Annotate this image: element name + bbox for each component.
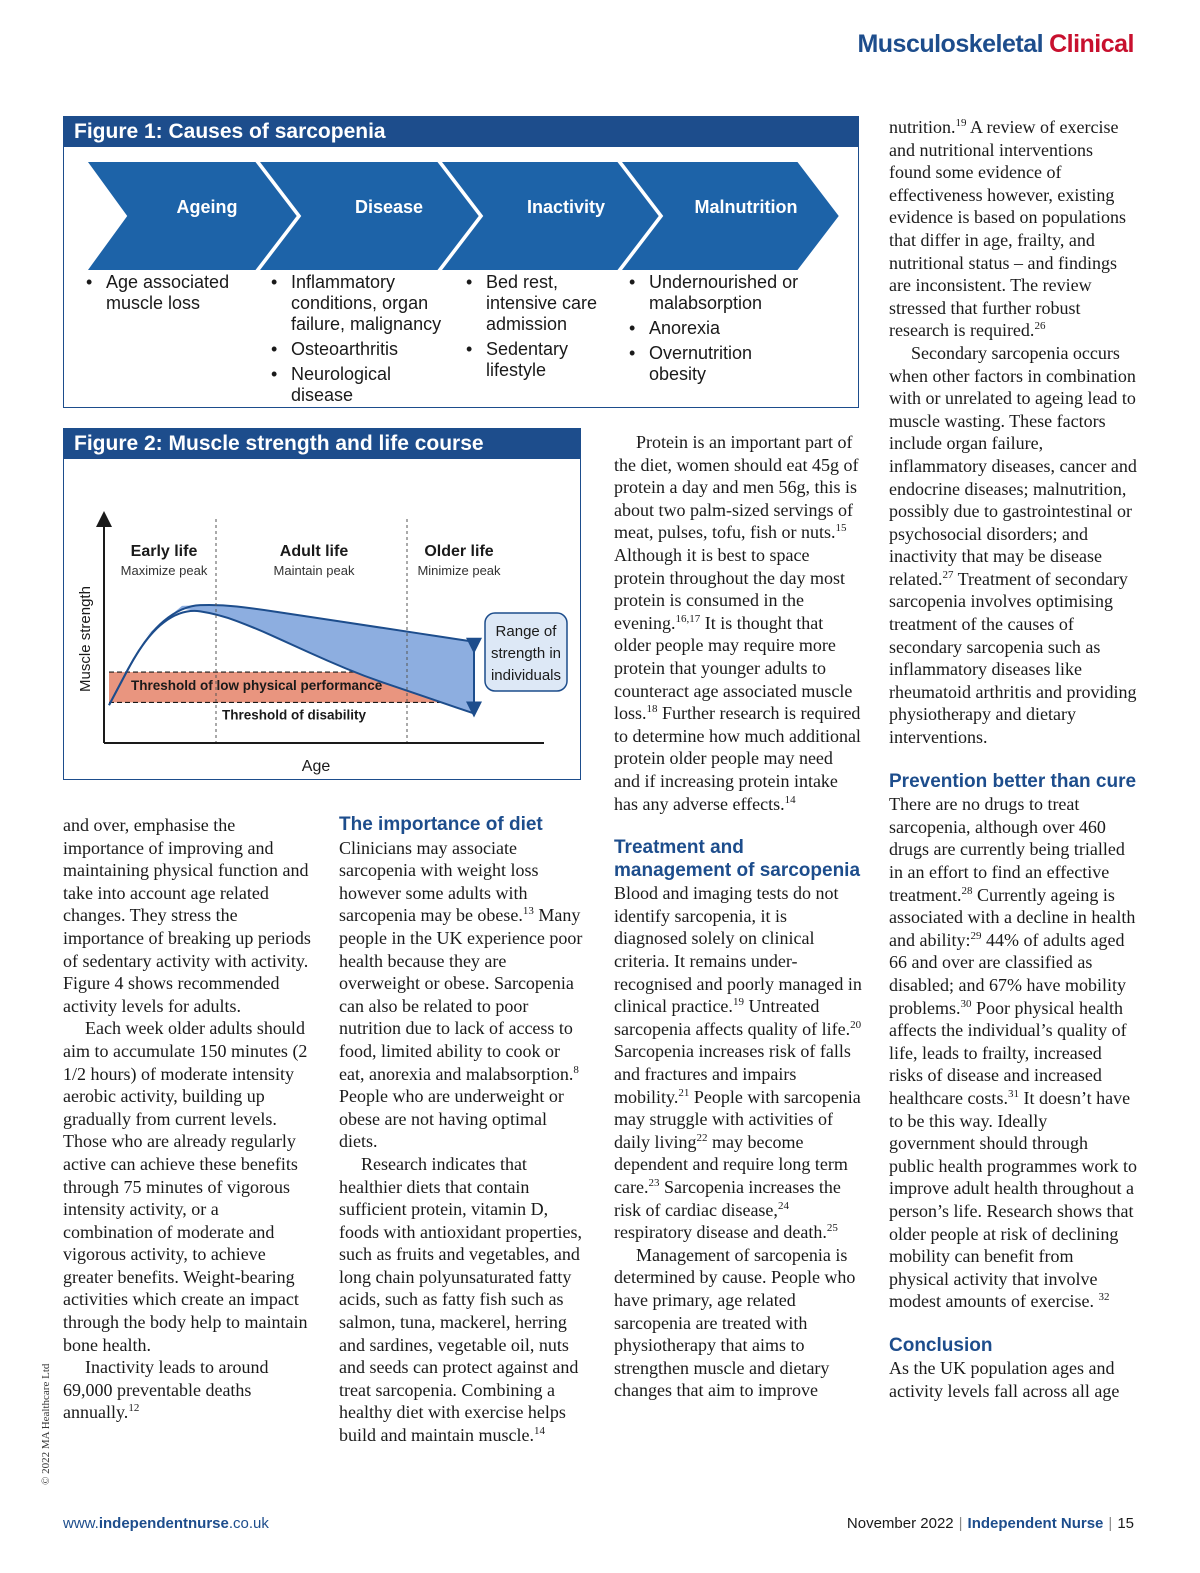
range-annotation-text: Range of strength in individuals: [490, 623, 562, 684]
ageing-list: [84, 272, 254, 318]
inactivity-list: [464, 272, 609, 385]
figure-2: [63, 428, 581, 780]
publication-name: Independent Nurse: [967, 1515, 1104, 1532]
section-header: [857, 30, 1134, 59]
paragraph: Secondary sarcopenia occurs when other factors in combination with or unrelated to ageing lead to muscle wasting. These factors include organ failure, inflammatory diseases, cancer and endocrine diseases; malnutrition, possibly due to gastrointestinal or psychosocial disorders; and inactivity that may be disease related.$^{27}$ Treatment of secondary sarcopenia involves optimising treatment of the causes of secondary sarcopenia such as inflammatory diseases like rheumatoid arthritis and providing physiotherapy and dietary interventions.: [889, 342, 1137, 748]
paragraph: Each week older adults should aim to accumulate 150 minutes (2 1/2 hours) of moderate intensity aerobic activity, building up gradually from current levels. Those who are already regularly active can achieve these benefits through 75 minutes of vigorous intensity activity, or a combination of moderate and vigorous activity, to achieve greater benefits. Weight-bearing activities which create an impact through the body help to maintain bone health.: [63, 1018, 308, 1355]
heading-conclusion: Conclusion: [889, 1334, 993, 1356]
footer-url[interactable]: www.independentnurse.co.uk: [63, 1515, 269, 1532]
footer-publication-info: November 2022 | Independent Nurse | 15: [846, 1515, 1134, 1532]
text-column-4: [889, 116, 1137, 1403]
list-item: • Anorexia: [627, 318, 812, 339]
paragraph: Research indicates that healthier diets that contain sufficient protein, vitamin D, foods with antioxidant properties, such as fruits and vegetables, and long chain polyunsaturated fatty acids, such as fatty fish such as salmon, tuna, mackerel, herring and sardines, vegetable oil, nuts and seeds can protect against and treat sarcopenia. Combining a healthy diet with exercise helps build and maintain muscle.$^{14}$: [339, 1153, 582, 1446]
figure-2-title: Figure 2: Muscle strength and life course: [64, 429, 580, 459]
disease-list: [269, 272, 454, 410]
page-number: 15: [1117, 1515, 1134, 1532]
list-item: • Overnutrition obesity: [627, 343, 812, 385]
list-item: • Osteoarthritis: [269, 339, 454, 360]
list-item: • Bed rest, intensive care admission: [464, 272, 609, 335]
arrow-label-inactivity: Inactivity: [526, 197, 606, 217]
stage-label-early: Early life: [130, 543, 198, 560]
issue-date: November 2022: [846, 1515, 954, 1532]
paragraph: Inactivity leads to around 69,000 preventable deaths annually.$^{12}$: [63, 1357, 269, 1423]
paragraph: There are no drugs to treat sarcopenia, although over 460 drugs are currently being trialled in an effort to find an effective treatment.$^{28}$ Currently ageing is associated with a decline in health and ability:$^{29}$ 44% of adults aged 66 and over are classified as disabled; and 67% have mobility problems.$^{30}$ Poor physical health affects the individual’s quality of life, leads to frailty, increased risks of disease and increased healthcare costs.$^{31}$ It doesn’t have to be this way. Ideally government should through public health programmes work to improve adult health throughout a person’s life. Research shows that older people at risk of declining mobility can benefit from physical activity that involve modest amounts of exercise. $^{32}$: [889, 794, 1137, 1312]
paragraph: nutrition.$^{19}$ A review of exercise and nutritional interventions found some evidence of effectiveness however, existing evidence is based on populations that differ in age, frailty, and nutritional status – and findings are inconsistent. The review stressed that further robust research is required.$^{26}$: [889, 117, 1126, 341]
paragraph: As the UK population ages and activity levels fall across all age: [889, 1358, 1120, 1402]
list-item: • Neurological disease: [269, 364, 454, 406]
heading-diet: The importance of diet: [339, 814, 543, 835]
threshold-performance-label: Threshold of low physical performance: [131, 678, 383, 694]
list-item: • Undernourished or malabsorption: [627, 272, 812, 314]
paragraph: Protein is an important part of the diet, women should eat 45g of protein a day and men 56g, this is about two palm-sized servings of meat, pulses, tofu, fish or nuts.$^{15}$ Although it is best to space protein throughout the day most protein is consumed in the evening.$^{16,17}$ It is thought that older people may require more protein that younger adults to counteract age associated muscle loss.$^{18}$ Further research is required to determine how much additional protein older people may need and if increasing protein intake has any adverse effects.$^{14}$: [614, 432, 861, 814]
arrow-label-ageing: Ageing: [176, 197, 238, 217]
paragraph: Management of sarcopenia is determined by cause. People who have primary, age related sarcopenia are treated with physiotherapy that aims to strengthen muscle and dietary changes that aim to improve: [614, 1244, 856, 1401]
list-item: • Inflammatory conditions, organ failure, malignancy: [269, 272, 454, 335]
heading-prevention: Prevention better than cure: [889, 770, 1137, 792]
arrow-label-malnutrition: Malnutrition: [694, 197, 798, 217]
arrow-label-disease: Disease: [354, 197, 424, 217]
strength-chart: [64, 461, 579, 779]
paragraph: Blood and imaging tests do not identify sarcopenia, it is diagnosed solely on clinical criteria. It remains under-recognised and poorly managed in clinical practice.$^{19}$ Untreated sarcopenia affects quality of life.$^{20}$ Sarcopenia increases risk of falls and fractures and impairs mobility.$^{21}$ People with sarcopenia may struggle with activities of daily living$^{22}$ may become dependent and require long term care.$^{23}$ Sarcopenia increases the risk of cardiac disease,$^{24}$ respiratory disease and death.$^{25}$: [614, 883, 862, 1243]
section-label: Musculoskeletal: [857, 30, 1044, 58]
malnutrition-list: [627, 272, 812, 389]
text-column-3: [614, 431, 862, 1402]
stage-sub-early: Maximize peak: [120, 563, 208, 578]
causes-arrow-flow: [86, 159, 846, 279]
paragraph: and over, emphasise the importance of improving and maintaining physical function and take into account age related changes. They stress the importance of breaking up periods of sedentary activity with activity. Figure 4 shows recommended activity levels for adults.: [63, 815, 311, 1016]
figure-1: [63, 116, 859, 408]
stage-sub-older: Minimize peak: [417, 563, 501, 578]
y-axis-label: Muscle strength: [77, 586, 94, 692]
stage-label-adult: Adult life: [279, 543, 349, 560]
heading-treatment: Treatment and management of sarcopenia: [614, 837, 861, 881]
paragraph: Clinicians may associate sarcopenia with weight loss however some adults with sarcopenia may be obese.$^{13}$ Many people in the UK experience poor health because they are overweight or obese. Sarcopenia can also be related to poor nutrition due to lack of access to food, limited ability to cook or eat, anorexia and malabsorption.$^8$ People who are underweight or obese are not having optimal diets.: [339, 837, 583, 1152]
figure-1-title: Figure 1: Causes of sarcopenia: [64, 117, 858, 147]
list-item: • Age associated muscle loss: [84, 272, 254, 314]
stage-label-older: Older life: [424, 543, 494, 560]
stage-sub-adult: Maintain peak: [273, 563, 355, 578]
list-item: • Sedentary lifestyle: [464, 339, 609, 381]
text-column-1: [63, 814, 311, 1424]
copyright-notice: © 2022 MA Healthcare Ltd: [40, 1363, 52, 1485]
x-axis-label: Age: [301, 758, 331, 775]
text-column-2: [339, 814, 587, 1447]
threshold-disability-label: Threshold of disability: [222, 707, 367, 723]
category-label: Clinical: [1049, 30, 1134, 58]
